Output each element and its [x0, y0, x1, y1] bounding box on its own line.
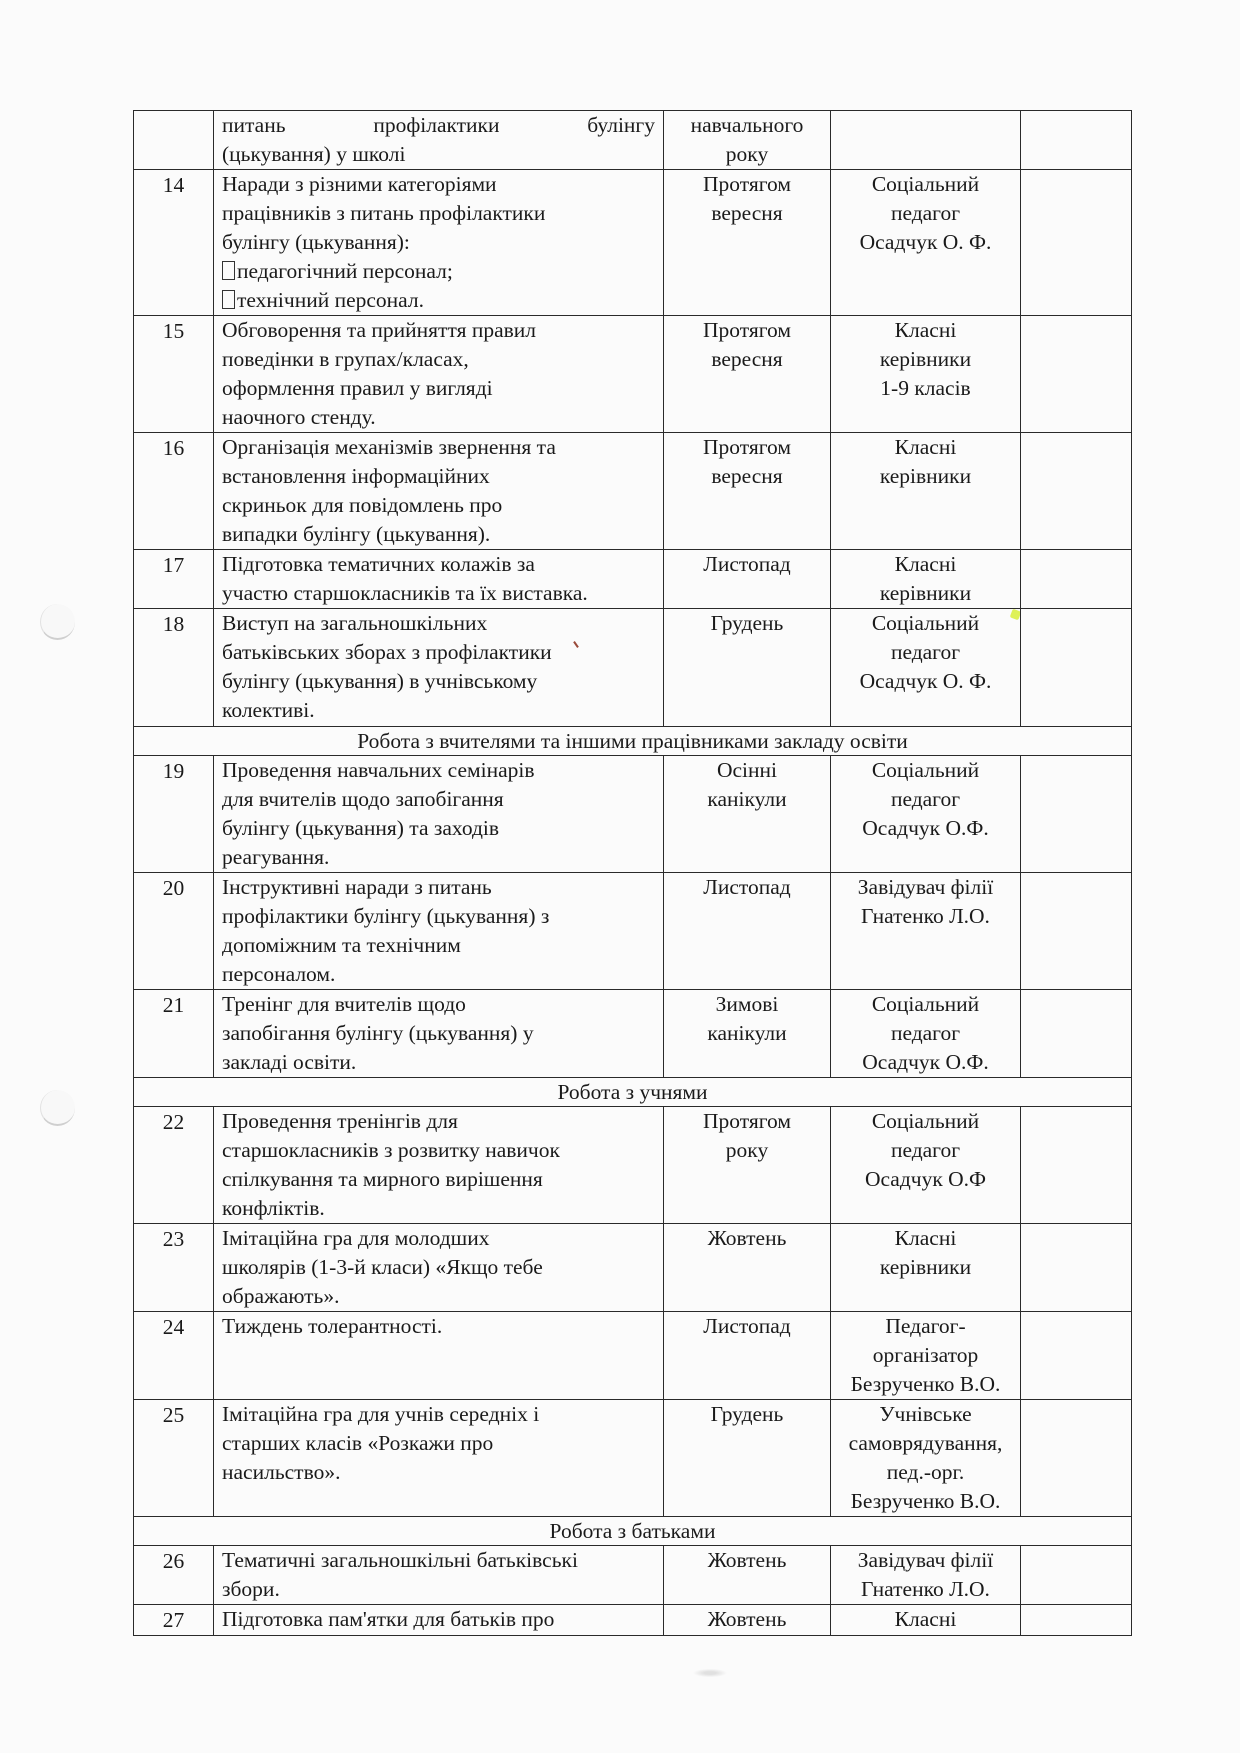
- desc-line: реагування.: [222, 845, 330, 869]
- table-row: [134, 873, 1132, 990]
- date-line: вересня: [711, 347, 783, 371]
- note-cell: [1021, 990, 1132, 1078]
- desc-line: закладі освіти.: [222, 1050, 357, 1074]
- desc-line: працівників з питань профілактики: [222, 201, 546, 225]
- date-line: навчального: [690, 113, 804, 137]
- note-cell: [1021, 609, 1132, 727]
- table-row: [134, 433, 1132, 550]
- resp-line: Осадчук О.Ф.: [862, 816, 989, 840]
- resp-line: педагог: [890, 1138, 961, 1162]
- bullet-item: [222, 286, 655, 315]
- section-title: Робота з батьками: [134, 1517, 1132, 1546]
- note-cell: [1021, 316, 1132, 433]
- resp-line: 1-9 класів: [880, 376, 971, 400]
- note-cell: [1021, 1400, 1132, 1517]
- section-header-teachers: [134, 727, 1132, 756]
- note-cell: [1021, 1605, 1132, 1636]
- bullet-text: педагогічний персонал;: [237, 259, 453, 283]
- date-line: Зимові: [715, 992, 779, 1016]
- activity-description: [214, 756, 664, 873]
- activity-date: [664, 990, 831, 1078]
- resp-line: Безрученко В.О.: [850, 1489, 1001, 1513]
- responsible-person: [831, 1312, 1021, 1400]
- desc-line: Тематичні загальношкільні батьківські: [222, 1548, 578, 1572]
- responsible-person: [831, 433, 1021, 550]
- date-line: Жовтень: [707, 1607, 787, 1631]
- date-line: року: [725, 142, 769, 166]
- activity-description: [214, 316, 664, 433]
- date-line: вересня: [711, 464, 783, 488]
- row-number: 24: [134, 1312, 214, 1400]
- table-row: [134, 170, 1132, 316]
- resp-line: Учнівське: [879, 1402, 972, 1426]
- responsible-person: [831, 756, 1021, 873]
- desc-line: випадки булінгу (цькування).: [222, 522, 491, 546]
- desc-line: участю старшокласників та їх виставка.: [222, 581, 588, 605]
- note-cell: [1021, 433, 1132, 550]
- table-row: [134, 550, 1132, 609]
- punch-hole-bottom: [40, 1090, 75, 1126]
- responsible-person: [831, 550, 1021, 609]
- note-cell: [1021, 1312, 1132, 1400]
- resp-line: керівники: [879, 1255, 972, 1279]
- desc-line: скриньок для повідомлень про: [222, 493, 503, 517]
- resp-line: Соціальний: [871, 1109, 980, 1133]
- bullet-item: [222, 257, 655, 286]
- responsible-person: [831, 316, 1021, 433]
- activity-description: [214, 873, 664, 990]
- desc-line: насильство».: [222, 1460, 341, 1484]
- desc-line: Проведення тренінгів для: [222, 1109, 458, 1133]
- table-row: [134, 1312, 1132, 1400]
- resp-line: керівники: [879, 347, 972, 371]
- desc-line: Обговорення та прийняття правил: [222, 318, 537, 342]
- activity-date: [664, 111, 831, 170]
- row-number: 21: [134, 990, 214, 1078]
- resp-line: самоврядування,: [848, 1431, 1003, 1455]
- responsible-person: [831, 1605, 1021, 1636]
- resp-line: Соціальний: [871, 992, 980, 1016]
- note-cell: [1021, 550, 1132, 609]
- table-row: [134, 609, 1132, 727]
- plan-table-page: [133, 110, 1131, 1636]
- note-cell: [1021, 756, 1132, 873]
- resp-line: Завідувач філії: [857, 875, 994, 899]
- desc-line: встановлення інформаційних: [222, 464, 490, 488]
- resp-line: педагог: [890, 1021, 961, 1045]
- row-number: [134, 111, 214, 170]
- desc-line: поведінки в групах/класах,: [222, 347, 469, 371]
- scan-artifact: [690, 1668, 730, 1678]
- word: питань: [222, 113, 286, 137]
- row-number: 16: [134, 433, 214, 550]
- desc-line: старшокласників з розвитку навичок: [222, 1138, 560, 1162]
- row-number: 25: [134, 1400, 214, 1517]
- activity-description: [214, 1224, 664, 1312]
- date-line: вересня: [711, 201, 783, 225]
- punch-hole-top: [40, 604, 75, 640]
- activity-description: [214, 1107, 664, 1224]
- resp-line: Завідувач філії: [857, 1548, 994, 1572]
- row-number: 14: [134, 170, 214, 316]
- desc-line: Підготовка тематичних колажів за: [222, 552, 535, 576]
- note-cell: [1021, 1546, 1132, 1605]
- responsible-person: [831, 1400, 1021, 1517]
- resp-line: Класні: [894, 1607, 957, 1631]
- date-line: канікули: [707, 787, 787, 811]
- section-title: Робота з вчителями та іншими працівниками закладу освіти: [134, 727, 1132, 756]
- row-number: 23: [134, 1224, 214, 1312]
- table-row: [134, 1605, 1132, 1636]
- responsible-person: [831, 990, 1021, 1078]
- desc-line: запобігання булінгу (цькування) у: [222, 1021, 534, 1045]
- activity-date: [664, 756, 831, 873]
- activity-description: [214, 1605, 664, 1636]
- row-number: 19: [134, 756, 214, 873]
- desc-line: персоналом.: [222, 962, 336, 986]
- activity-date: [664, 1312, 831, 1400]
- desc-line: допоміжним та технічним: [222, 933, 461, 957]
- section-header-parents: [134, 1517, 1132, 1546]
- desc-line: Виступ на загальношкільних: [222, 611, 488, 635]
- resp-line: організатор: [872, 1343, 979, 1367]
- activity-date: [664, 1224, 831, 1312]
- missing-glyph-bullet-icon: [222, 261, 235, 280]
- row-number: 15: [134, 316, 214, 433]
- table-row: [134, 316, 1132, 433]
- resp-line: Класні: [894, 435, 957, 459]
- responsible-person: [831, 1224, 1021, 1312]
- note-cell: [1021, 1107, 1132, 1224]
- date-line: Жовтень: [707, 1548, 787, 1572]
- activity-date: [664, 433, 831, 550]
- activity-description: [214, 111, 664, 170]
- desc-line: батьківських зборах з профілактики: [222, 640, 552, 664]
- resp-line: Осадчук О. Ф.: [859, 230, 992, 254]
- justified-line: [222, 111, 655, 140]
- desc-line: школярів (1-3-й класи) «Якщо тебе: [222, 1255, 543, 1279]
- resp-line: керівники: [879, 464, 972, 488]
- table-row: [134, 1224, 1132, 1312]
- responsible-person: [831, 609, 1021, 727]
- desc-line: старших класів «Розкажи про: [222, 1431, 494, 1455]
- resp-line: Осадчук О.Ф: [864, 1167, 987, 1191]
- desc-line: Імітаційна гра для молодших: [222, 1226, 490, 1250]
- activity-date: [664, 873, 831, 990]
- date-line: Грудень: [710, 1402, 784, 1426]
- responsible-person: [831, 170, 1021, 316]
- activity-description: [214, 550, 664, 609]
- table-row: [134, 1400, 1132, 1517]
- resp-line: Соціальний: [871, 758, 980, 782]
- desc-line: Тренінг для вчителів щодо: [222, 992, 466, 1016]
- activity-date: [664, 1546, 831, 1605]
- responsible-person: [831, 873, 1021, 990]
- responsible-person: [831, 1546, 1021, 1605]
- activity-description: [214, 990, 664, 1078]
- date-line: канікули: [707, 1021, 787, 1045]
- bullet-text: технічний персонал.: [237, 288, 425, 312]
- desc-line: для вчителів щодо запобігання: [222, 787, 504, 811]
- desc-line: (цькування) у школі: [222, 142, 406, 166]
- activity-description: [214, 1400, 664, 1517]
- responsible-person: [831, 111, 1021, 170]
- desc-line: Інструктивні наради з питань: [222, 875, 492, 899]
- desc-line: Тиждень толерантності.: [222, 1314, 443, 1338]
- resp-line: Гнатенко Л.О.: [861, 1577, 990, 1601]
- table-row: [134, 1107, 1132, 1224]
- resp-line: педагог: [890, 640, 961, 664]
- resp-line: керівники: [879, 581, 972, 605]
- resp-line: пед.-орг.: [886, 1460, 965, 1484]
- note-cell: [1021, 111, 1132, 170]
- desc-line: наочного стенду.: [222, 405, 376, 429]
- resp-line: Класні: [894, 1226, 957, 1250]
- responsible-person: [831, 1107, 1021, 1224]
- row-number: 27: [134, 1605, 214, 1636]
- desc-line: булінгу (цькування) та заходів: [222, 816, 500, 840]
- row-number: 26: [134, 1546, 214, 1605]
- desc-line: булінгу (цькування) в учнівському: [222, 669, 538, 693]
- date-line: Листопад: [703, 552, 791, 576]
- note-cell: [1021, 873, 1132, 990]
- desc-line: спілкування та мирного вирішення: [222, 1167, 543, 1191]
- desc-line: Організація механізмів звернення та: [222, 435, 556, 459]
- date-line: Осінні: [716, 758, 778, 782]
- resp-line: Соціальний: [871, 611, 980, 635]
- row-number: 17: [134, 550, 214, 609]
- desc-line: оформлення правил у вигляді: [222, 376, 493, 400]
- date-line: Протягом: [703, 1109, 791, 1133]
- resp-line: педагог: [890, 201, 961, 225]
- table-row: [134, 756, 1132, 873]
- resp-line: Соціальний: [871, 172, 980, 196]
- resp-line: Гнатенко Л.О.: [861, 904, 990, 928]
- desc-line: Підготовка пам'ятки для батьків про: [222, 1607, 555, 1631]
- word: профілактики: [373, 113, 500, 137]
- activity-date: [664, 550, 831, 609]
- activity-date: [664, 1107, 831, 1224]
- note-cell: [1021, 1224, 1132, 1312]
- activity-date: [664, 609, 831, 727]
- resp-line: педагог: [890, 787, 961, 811]
- desc-line: конфліктів.: [222, 1196, 325, 1220]
- row-number: 20: [134, 873, 214, 990]
- date-line: Протягом: [703, 318, 791, 342]
- date-line: Жовтень: [707, 1226, 787, 1250]
- note-cell: [1021, 170, 1132, 316]
- activity-description: [214, 433, 664, 550]
- date-line: Протягом: [703, 172, 791, 196]
- missing-glyph-bullet-icon: [222, 290, 235, 309]
- desc-line: Імітаційна гра для учнів середніх і: [222, 1402, 540, 1426]
- date-line: року: [725, 1138, 769, 1162]
- desc-line: збори.: [222, 1577, 280, 1601]
- resp-line: Класні: [894, 318, 957, 342]
- activity-date: [664, 316, 831, 433]
- desc-line: Проведення навчальних семінарів: [222, 758, 535, 782]
- date-line: Протягом: [703, 435, 791, 459]
- resp-line: Безрученко В.О.: [850, 1372, 1001, 1396]
- resp-line: Осадчук О. Ф.: [859, 669, 992, 693]
- activity-date: [664, 170, 831, 316]
- section-header-students: [134, 1078, 1132, 1107]
- table-row-continued: [134, 111, 1132, 170]
- section-title: Робота з учнями: [134, 1078, 1132, 1107]
- activity-description: [214, 609, 664, 727]
- activity-description: [214, 170, 664, 316]
- desc-line: колективі.: [222, 698, 315, 722]
- desc-line: Наради з різними категоріями: [222, 172, 497, 196]
- row-number: 22: [134, 1107, 214, 1224]
- date-line: Грудень: [710, 611, 784, 635]
- desc-line: ображають».: [222, 1284, 340, 1308]
- activities-table: [133, 110, 1132, 1636]
- row-number: 18: [134, 609, 214, 727]
- date-line: Листопад: [703, 875, 791, 899]
- date-line: Листопад: [703, 1314, 791, 1338]
- desc-line: профілактики булінгу (цькування) з: [222, 904, 550, 928]
- resp-line: Осадчук О.Ф.: [862, 1050, 989, 1074]
- activity-description: [214, 1312, 664, 1400]
- activity-description: [214, 1546, 664, 1605]
- word: булінгу: [587, 113, 655, 137]
- table-row: [134, 990, 1132, 1078]
- resp-line: Педагог-: [885, 1314, 966, 1338]
- activity-date: [664, 1605, 831, 1636]
- activity-date: [664, 1400, 831, 1517]
- table-row: [134, 1546, 1132, 1605]
- desc-line: булінгу (цькування):: [222, 230, 410, 254]
- resp-line: Класні: [894, 552, 957, 576]
